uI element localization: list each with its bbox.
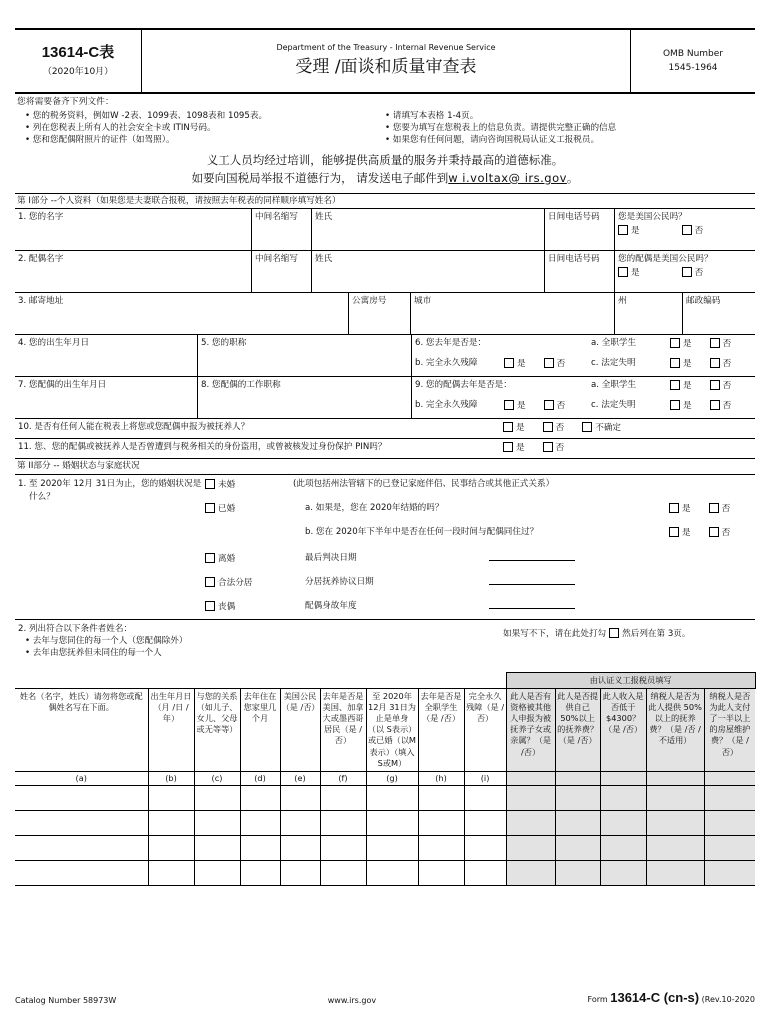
death-year-label: 配偶身故年度 <box>305 601 357 612</box>
notice-line2-text: 如要向国税局举报不道德行为， 请发送电子邮件到 <box>191 170 449 185</box>
spouse-last-name-label: 姓氏 <box>315 254 333 265</box>
no-label: 否 <box>722 401 732 412</box>
last-name-label: 姓氏 <box>315 212 333 223</box>
no-label: 否 <box>556 359 566 370</box>
middle-initial-label: 中间名缩写 <box>255 212 298 223</box>
spouse-blind-label: c. 法定失明 <box>591 400 636 411</box>
form-id-block <box>15 30 141 92</box>
cert-entry-cell[interactable] <box>555 860 600 885</box>
spouse-student-yes-checkbox[interactable] <box>670 380 680 390</box>
address-label: 3. 邮寄地址 <box>18 296 64 307</box>
divorce-date-label: 最后判决日期 <box>305 553 357 564</box>
no-label: 否 <box>722 381 732 392</box>
prep-list <box>15 108 755 146</box>
yes-label: 是 <box>683 381 692 392</box>
spouse-student-no-checkbox[interactable] <box>710 380 720 390</box>
entry-cell[interactable] <box>464 835 506 860</box>
first-name-field[interactable] <box>15 209 251 250</box>
entry-cell[interactable] <box>148 785 194 810</box>
cert-col-income: 此人收入是否低于 $4300？（是 /否） <box>600 689 646 771</box>
job-title-label: 5. 您的职称 <box>201 338 247 349</box>
zip-label: 邮政编码 <box>686 296 721 307</box>
disabled-label: b. 完全永久残障 <box>415 358 478 369</box>
cert-entry-cell[interactable] <box>704 785 755 810</box>
yes-label: 是 <box>682 528 691 539</box>
col-relationship-header: 与您的关系（如儿子、女儿、父母或无等等） <box>194 689 240 771</box>
entry-cell[interactable] <box>194 785 240 810</box>
entry-cell[interactable] <box>320 835 366 860</box>
dependents-table <box>15 672 756 886</box>
entry-cell[interactable] <box>240 810 280 835</box>
col-name-header: 姓名（名字，姓氏）请勿将您或配偶姓名写在下面。 <box>15 689 148 771</box>
disabled-checks <box>504 358 565 370</box>
form-header <box>15 28 755 94</box>
omb-block <box>631 30 755 92</box>
omb-number: 1545-1964 <box>668 63 718 73</box>
department: Department of the Treasury - Internal Revenue Service <box>276 43 496 53</box>
divorced-option <box>205 553 235 565</box>
lived-with-spouse-no-checkbox[interactable] <box>709 527 719 537</box>
last-name-field[interactable] <box>311 209 544 250</box>
spouse-job-label: 8. 您配偶的工作职称 <box>201 380 281 391</box>
entry-cell[interactable] <box>15 785 148 810</box>
overflow-checkbox[interactable] <box>609 628 619 638</box>
no-label: 否 <box>555 423 565 434</box>
entry-cell[interactable] <box>148 835 194 860</box>
col-letter: (g) <box>366 771 418 785</box>
dob-field[interactable] <box>15 335 197 376</box>
blind-label: c. 法定失明 <box>591 358 636 369</box>
cert-cell <box>506 771 555 785</box>
blind-no-checkbox[interactable] <box>710 358 720 368</box>
spouse-disabled-no-checkbox[interactable] <box>544 400 554 410</box>
part1-heading: 第 I部分 --个人资料（如果您是夫妻联合报税，请按照去年税表的同样顺序填写姓名） <box>15 194 755 210</box>
col-letter: (b) <box>148 771 194 785</box>
separation-date-input[interactable] <box>489 575 575 589</box>
student-yes-checkbox[interactable] <box>670 338 680 348</box>
spouse-citizen-no-checkbox[interactable] <box>682 267 692 277</box>
spouse-citizen-question <box>614 251 755 292</box>
marital-question: 1. 至 2020年 12月 31日为止，您的婚姻状况是 <box>18 479 202 490</box>
entry-cell[interactable] <box>464 785 506 810</box>
entry-cell[interactable] <box>280 835 320 860</box>
entry-cell[interactable] <box>366 785 418 810</box>
entry-cell[interactable] <box>280 810 320 835</box>
cert-col-qualifying: 此人是否有资格被其他人申报为被抚养子女或亲属？（是 /否） <box>506 689 555 771</box>
entry-cell[interactable] <box>240 860 280 885</box>
cert-entry-cell[interactable] <box>506 835 555 860</box>
spouse-phone-field[interactable] <box>544 251 614 292</box>
widowed-label: 丧偶 <box>218 602 236 613</box>
entry-cell[interactable] <box>320 810 366 835</box>
married-2020-question: a. 如果是，您在 2020年结婚的吗？ <box>305 503 444 514</box>
citizen-yes-checkbox[interactable] <box>618 225 628 235</box>
spouse-status-row <box>15 377 755 419</box>
widowed-checkbox[interactable] <box>205 601 215 611</box>
cert-entry-cell[interactable] <box>555 785 600 810</box>
omb-label: OMB Number <box>662 48 724 59</box>
cert-col-household: 纳税人是否为此人支付了一半以上的房屋维护费？（是 /否） <box>704 689 755 771</box>
unsure-label: 不确定 <box>595 423 622 434</box>
col-letter: (a) <box>15 771 148 785</box>
spouse-name-row <box>15 251 755 293</box>
disabled-yes-checkbox[interactable] <box>504 358 514 368</box>
prep-item: • 您和您配偶附照片的证件（如驾照）。 <box>25 135 175 146</box>
prep-heading: 您将需要备齐下列文件： <box>17 97 114 107</box>
ethics-notice <box>15 146 755 194</box>
spouse-dob-field[interactable] <box>15 377 197 418</box>
col-resident-header: 去年是否是美国、加拿大或墨西哥居民（是 /否） <box>320 689 366 771</box>
q10-yes-checkbox[interactable] <box>503 422 513 432</box>
separation-date-label: 分居抚养协议日期 <box>305 577 374 588</box>
taxpayer-status-row <box>15 335 755 377</box>
spouse-disabled-label: b. 完全永久残障 <box>415 400 478 411</box>
spouse-blind-no-checkbox[interactable] <box>710 400 720 410</box>
q10-row <box>15 419 755 439</box>
city-label: 城市 <box>414 296 432 307</box>
prep-item: • 如果您有任何问题，请向咨询国税局认证义工报税员。 <box>385 135 600 146</box>
col-citizen-header: 美国公民（是 /否） <box>280 689 320 771</box>
married-2020-yes-checkbox[interactable] <box>669 503 679 513</box>
citizen-no-checkbox[interactable] <box>682 225 692 235</box>
notice-line1: 义工人员均经过培训，能够提供高质量的服务并秉持最高的道德标准。 <box>206 153 564 168</box>
phone-field[interactable] <box>544 209 614 250</box>
marital-status-block <box>15 475 755 620</box>
report-email-link[interactable]: w i.voltax@ irs.gov <box>448 170 567 185</box>
mailing-address-field[interactable] <box>15 293 348 334</box>
form-id: 13614-C (cn-s) <box>610 990 700 1005</box>
no-label: 否 <box>721 528 731 539</box>
married-2020-no-checkbox[interactable] <box>709 503 719 513</box>
cert-entry-cell[interactable] <box>646 860 704 885</box>
yes-label: 是 <box>517 401 526 412</box>
divorced-checkbox[interactable] <box>205 553 215 563</box>
spouse-phone-label: 日间电话号码 <box>548 254 600 265</box>
cert-entry-cell[interactable] <box>646 785 704 810</box>
form-date: （2020年10月） <box>42 66 114 77</box>
single-option <box>205 479 235 491</box>
notice-line2 <box>15 170 755 188</box>
q11-label: 11. 您、您的配偶或被抚养人是否曾遭到与税务相关的身份盗用，或曾被核发过身份保护 PIN吗？ <box>18 442 387 453</box>
no-label: 否 <box>694 268 704 279</box>
full-student-label: a. 全职学生 <box>591 338 637 349</box>
spouse-job-field[interactable] <box>197 377 411 418</box>
q10-no-checkbox[interactable] <box>543 422 553 432</box>
entry-cell[interactable] <box>15 860 148 885</box>
form-title-block <box>141 30 631 92</box>
citizen-label: 您是美国公民吗？ <box>618 212 687 223</box>
col-dob-header: 出生年月日（月 /日 /年） <box>148 689 194 771</box>
death-year-input[interactable] <box>489 599 575 613</box>
entry-cell[interactable] <box>194 835 240 860</box>
cert-cell <box>600 771 646 785</box>
citizen-question <box>614 209 755 250</box>
no-label: 否 <box>555 443 565 454</box>
form-number: 13614-C表 <box>41 44 115 61</box>
entry-cell[interactable] <box>366 835 418 860</box>
divorce-date-input[interactable] <box>489 551 575 565</box>
entry-cell[interactable] <box>320 860 366 885</box>
spouse-first-name-field[interactable] <box>15 251 251 292</box>
cert-entry-cell[interactable] <box>704 860 755 885</box>
yes-label: 是 <box>516 423 525 434</box>
form-prefix: Form <box>587 995 608 1004</box>
q10-checks <box>503 422 621 434</box>
cert-cell <box>704 771 755 785</box>
lived-with-spouse-question: b. 您在 2020年下半年中是否在任何一段时间与配偶同住过？ <box>305 527 539 538</box>
spouse-mi-label: 中间名缩写 <box>255 254 298 265</box>
yes-label: 是 <box>631 226 640 237</box>
dependent-entry-row <box>15 860 755 885</box>
spouse-student-label: a. 全职学生 <box>591 380 637 391</box>
col-letter: (h) <box>418 771 464 785</box>
dob-label: 4. 您的出生年月日 <box>18 338 90 349</box>
dependents-intro <box>15 620 755 672</box>
entry-cell[interactable] <box>366 810 418 835</box>
dependent-entry-row <box>15 810 755 835</box>
separated-checkbox[interactable] <box>205 577 215 587</box>
col-letter: (d) <box>240 771 280 785</box>
cert-header-row <box>15 673 755 689</box>
spouse-blind-checks <box>670 400 731 412</box>
no-label: 否 <box>722 339 732 350</box>
state-field[interactable] <box>614 293 682 334</box>
address-row <box>15 293 755 335</box>
form-identifier <box>588 990 755 1006</box>
col-letter: (c) <box>194 771 240 785</box>
middle-initial-field[interactable] <box>251 209 311 250</box>
entry-cell[interactable] <box>366 860 418 885</box>
city-field[interactable] <box>410 293 614 334</box>
no-label: 否 <box>556 401 566 412</box>
entry-cell[interactable] <box>464 860 506 885</box>
entry-cell[interactable] <box>418 810 464 835</box>
entry-cell[interactable] <box>418 785 464 810</box>
part2-heading: 第 II部分 -- 婚姻状态与家庭状况 <box>15 459 755 475</box>
dependents-rule-1: • 去年与您同住的每一个人（您配偶除外） <box>25 636 188 647</box>
entry-cell[interactable] <box>280 785 320 810</box>
entry-cell[interactable] <box>240 785 280 810</box>
married-2020-checks <box>669 503 730 515</box>
single-checkbox[interactable] <box>205 479 215 489</box>
spouse-student-checks <box>670 380 731 392</box>
cert-entry-cell[interactable] <box>506 810 555 835</box>
no-label: 否 <box>722 359 732 370</box>
spouse-citizen-yes-checkbox[interactable] <box>618 267 628 277</box>
prep-item: • 您的税务资料，例如W -2表、1099表、1098表和 1095表。 <box>25 110 268 121</box>
spouse-first-name-label: 2. 配偶名字 <box>18 254 64 265</box>
yes-label: 是 <box>682 504 691 515</box>
cert-entry-cell[interactable] <box>646 810 704 835</box>
yes-label: 是 <box>683 359 692 370</box>
cert-entry-cell[interactable] <box>506 860 555 885</box>
form-title: 受理 /面谈和质量审查表 <box>295 57 477 78</box>
entry-cell[interactable] <box>194 860 240 885</box>
notice-line2-end: 。 <box>566 170 579 185</box>
entry-cell[interactable] <box>194 810 240 835</box>
spouse-disabled-checks <box>504 400 565 412</box>
q10-label: 10. 是否有任何人能在税表上将您或您配偶申报为被抚养人？ <box>18 422 250 433</box>
student-checks <box>670 338 731 350</box>
dependents-question: 2. 列出符合以下条件者姓名： <box>18 624 133 635</box>
no-label: 否 <box>694 226 704 237</box>
yes-label: 是 <box>683 339 692 350</box>
yes-label: 是 <box>517 359 526 370</box>
zip-field[interactable] <box>682 293 755 334</box>
overflow-note <box>503 628 691 640</box>
taxpayer-status-question <box>411 335 755 376</box>
job-title-field[interactable] <box>197 335 411 376</box>
cert-entry-cell[interactable] <box>600 785 646 810</box>
column-header-row <box>15 689 755 771</box>
single-label: 未婚 <box>218 480 236 491</box>
cert-entry-cell[interactable] <box>555 810 600 835</box>
cert-header: 由认证义工报税员填写 <box>506 673 755 689</box>
q6-label: 6. 您去年是否是： <box>415 338 487 349</box>
yes-label: 是 <box>516 443 525 454</box>
dependent-entry-row <box>15 785 755 810</box>
column-letter-row <box>15 771 755 785</box>
separated-option <box>205 577 252 589</box>
spouse-middle-initial-field[interactable] <box>251 251 311 292</box>
overflow-label-after: 然后列在第 3页。 <box>622 629 691 640</box>
cert-entry-cell[interactable] <box>646 835 704 860</box>
divorced-label: 离婚 <box>218 554 236 565</box>
cert-col-taxpayer-support: 纳税人是否为此人提供 50%以上的抚养费？（是 /否 /不适用） <box>646 689 704 771</box>
phone-label: 日间电话号码 <box>548 212 600 223</box>
cert-entry-cell[interactable] <box>506 785 555 810</box>
cert-entry-cell[interactable] <box>704 835 755 860</box>
entry-cell[interactable] <box>148 860 194 885</box>
q11-row <box>15 439 755 459</box>
q10-unsure-checkbox[interactable] <box>582 422 592 432</box>
entry-cell[interactable] <box>280 860 320 885</box>
dependent-entry-row <box>15 835 755 860</box>
col-marital-header: 至 2020年 12月 31日为止是单身（以 S表示）或已婚（以M表示）（填入 S或M） <box>366 689 418 771</box>
blind-checks <box>670 358 731 370</box>
entry-cell[interactable] <box>240 835 280 860</box>
entry-cell[interactable] <box>15 810 148 835</box>
prep-item: • 列在您税表上所有人的社会安全卡或 ITIN号码。 <box>25 123 216 134</box>
cert-entry-cell[interactable] <box>704 810 755 835</box>
taxpayer-name-row <box>15 209 755 251</box>
marital-question-cont: 什么？ <box>29 492 55 503</box>
spouse-blind-yes-checkbox[interactable] <box>670 400 680 410</box>
col-disabled-header: 完全永久残障（是 /否） <box>464 689 506 771</box>
cert-entry-cell[interactable] <box>600 860 646 885</box>
apartment-field[interactable] <box>348 293 410 334</box>
spouse-citizen-label: 您的配偶是美国公民吗？ <box>618 254 713 265</box>
revision: (Rev.10-2020 <box>701 995 755 1004</box>
entry-cell[interactable] <box>148 810 194 835</box>
cert-col-self-support: 此人是否提供自己 50%以上的抚养费？（是 /否） <box>555 689 600 771</box>
lived-with-spouse-yes-checkbox[interactable] <box>669 527 679 537</box>
q11-no-checkbox[interactable] <box>543 442 553 452</box>
married-checkbox[interactable] <box>205 503 215 513</box>
cert-entry-cell[interactable] <box>600 810 646 835</box>
catalog-number: Catalog Number 58973W <box>15 996 117 1006</box>
disabled-no-checkbox[interactable] <box>544 358 554 368</box>
dependents-rule-2: • 去年由您抚养但未同住的每一个人 <box>25 648 162 659</box>
widowed-option <box>205 601 235 613</box>
cert-entry-cell[interactable] <box>555 835 600 860</box>
marriage-note: (此项包括州法管辖下的已登记家庭伴侣、民事结合或其他正式关系） <box>293 479 555 490</box>
prep-item: • 您要为填写在您税表上的信息负责。请提供完整正确的信息 <box>385 123 617 134</box>
col-months-header: 去年住在您家里几个月 <box>240 689 280 771</box>
entry-cell[interactable] <box>418 860 464 885</box>
cert-cell <box>555 771 600 785</box>
spouse-disabled-yes-checkbox[interactable] <box>504 400 514 410</box>
col-student-header: 去年是否是全职学生（是 /否） <box>418 689 464 771</box>
q11-yes-checkbox[interactable] <box>503 442 513 452</box>
blank-cell <box>15 673 506 689</box>
col-letter: (i) <box>464 771 506 785</box>
first-name-label: 1. 您的名字 <box>18 212 64 223</box>
website: www.irs.gov <box>327 996 377 1006</box>
col-letter: (f) <box>320 771 366 785</box>
student-no-checkbox[interactable] <box>710 338 720 348</box>
entry-cell[interactable] <box>320 785 366 810</box>
prep-item: • 请填写本表格 1-4页。 <box>385 110 479 121</box>
state-label: 州 <box>618 296 627 307</box>
col-letter: (e) <box>280 771 320 785</box>
no-label: 否 <box>721 504 731 515</box>
entry-cell[interactable] <box>15 835 148 860</box>
entry-cell[interactable] <box>464 810 506 835</box>
yes-label: 是 <box>683 401 692 412</box>
separated-label: 合法分居 <box>218 578 253 589</box>
spouse-dob-label: 7. 您配偶的出生年月日 <box>18 380 107 391</box>
q9-label: 9. 您的配偶去年是否是： <box>415 380 512 391</box>
overflow-label: 如果写不下，请在此处打勾 <box>503 629 607 640</box>
apt-label: 公寓房号 <box>352 296 387 307</box>
lived-with-spouse-checks <box>669 527 730 539</box>
page-footer <box>15 990 755 1006</box>
q11-checks <box>503 442 564 454</box>
cert-entry-cell[interactable] <box>600 835 646 860</box>
blind-yes-checkbox[interactable] <box>670 358 680 368</box>
spouse-status-question <box>411 377 755 418</box>
form-page <box>15 28 755 886</box>
married-option <box>205 503 235 515</box>
yes-label: 是 <box>631 268 640 279</box>
entry-cell[interactable] <box>418 835 464 860</box>
cert-cell <box>646 771 704 785</box>
spouse-last-name-field[interactable] <box>311 251 544 292</box>
married-label: 已婚 <box>218 504 236 515</box>
